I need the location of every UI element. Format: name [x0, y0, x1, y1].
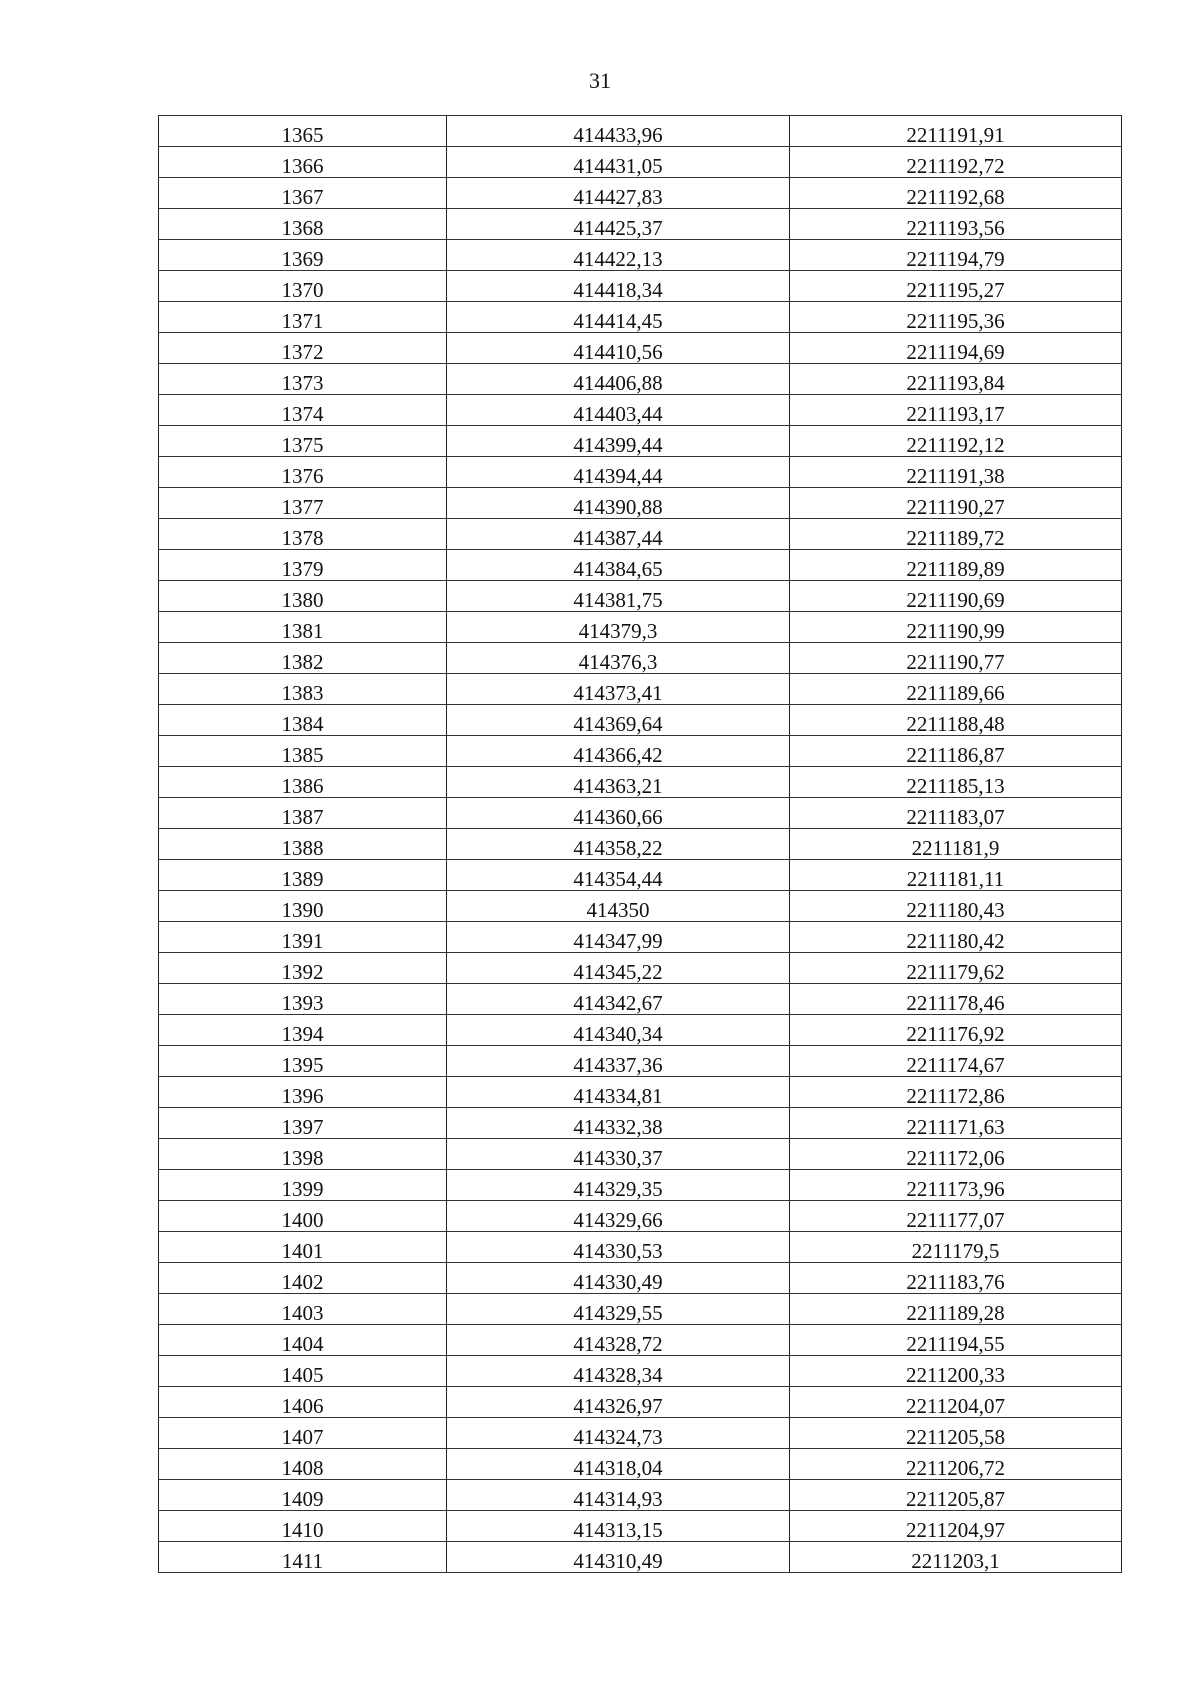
x-coordinate-cell: 414363,21	[447, 767, 790, 798]
x-coordinate-cell: 414366,42	[447, 736, 790, 767]
x-coordinate-cell: 414340,34	[447, 1015, 790, 1046]
x-coordinate-cell: 414376,3	[447, 643, 790, 674]
y-coordinate-cell: 2211195,27	[790, 271, 1122, 302]
table-row	[159, 519, 1122, 550]
x-coordinate-cell: 414326,97	[447, 1387, 790, 1418]
x-coordinate-cell: 414390,88	[447, 488, 790, 519]
x-coordinate-cell: 414418,34	[447, 271, 790, 302]
table-row	[159, 1232, 1122, 1263]
x-coordinate-cell: 414354,44	[447, 860, 790, 891]
table-row	[159, 674, 1122, 705]
table-row	[159, 1015, 1122, 1046]
point-number-cell: 1405	[159, 1356, 447, 1387]
x-coordinate-cell: 414379,3	[447, 612, 790, 643]
x-coordinate-cell: 414330,49	[447, 1263, 790, 1294]
table-row	[159, 209, 1122, 240]
table-row	[159, 1418, 1122, 1449]
point-number-cell: 1388	[159, 829, 447, 860]
y-coordinate-cell: 2211190,69	[790, 581, 1122, 612]
table-row	[159, 240, 1122, 271]
y-coordinate-cell: 2211180,43	[790, 891, 1122, 922]
x-coordinate-cell: 414369,64	[447, 705, 790, 736]
point-number-cell: 1396	[159, 1077, 447, 1108]
x-coordinate-cell: 414399,44	[447, 426, 790, 457]
table-row	[159, 1046, 1122, 1077]
x-coordinate-cell: 414337,36	[447, 1046, 790, 1077]
y-coordinate-cell: 2211172,06	[790, 1139, 1122, 1170]
point-number-cell: 1382	[159, 643, 447, 674]
y-coordinate-cell: 2211205,58	[790, 1418, 1122, 1449]
point-number-cell: 1369	[159, 240, 447, 271]
y-coordinate-cell: 2211179,5	[790, 1232, 1122, 1263]
point-number-cell: 1387	[159, 798, 447, 829]
y-coordinate-cell: 2211206,72	[790, 1449, 1122, 1480]
table-row	[159, 302, 1122, 333]
y-coordinate-cell: 2211203,1	[790, 1542, 1122, 1573]
table-row	[159, 426, 1122, 457]
point-number-cell: 1375	[159, 426, 447, 457]
table-row	[159, 457, 1122, 488]
table-row	[159, 178, 1122, 209]
x-coordinate-cell: 414324,73	[447, 1418, 790, 1449]
table-row	[159, 891, 1122, 922]
x-coordinate-cell: 414350	[447, 891, 790, 922]
point-number-cell: 1393	[159, 984, 447, 1015]
y-coordinate-cell: 2211194,69	[790, 333, 1122, 364]
point-number-cell: 1407	[159, 1418, 447, 1449]
y-coordinate-cell: 2211200,33	[790, 1356, 1122, 1387]
point-number-cell: 1365	[159, 116, 447, 147]
table-row	[159, 1294, 1122, 1325]
y-coordinate-cell: 2211180,42	[790, 922, 1122, 953]
point-number-cell: 1379	[159, 550, 447, 581]
point-number-cell: 1380	[159, 581, 447, 612]
point-number-cell: 1391	[159, 922, 447, 953]
table-row	[159, 1542, 1122, 1573]
y-coordinate-cell: 2211176,92	[790, 1015, 1122, 1046]
y-coordinate-cell: 2211189,89	[790, 550, 1122, 581]
table-row	[159, 1201, 1122, 1232]
y-coordinate-cell: 2211193,84	[790, 364, 1122, 395]
point-number-cell: 1383	[159, 674, 447, 705]
point-number-cell: 1409	[159, 1480, 447, 1511]
x-coordinate-cell: 414330,37	[447, 1139, 790, 1170]
y-coordinate-cell: 2211183,07	[790, 798, 1122, 829]
table-row	[159, 984, 1122, 1015]
y-coordinate-cell: 2211179,62	[790, 953, 1122, 984]
table-row	[159, 1325, 1122, 1356]
table-row	[159, 860, 1122, 891]
point-number-cell: 1397	[159, 1108, 447, 1139]
x-coordinate-cell: 414410,56	[447, 333, 790, 364]
y-coordinate-cell: 2211194,55	[790, 1325, 1122, 1356]
y-coordinate-cell: 2211189,28	[790, 1294, 1122, 1325]
x-coordinate-cell: 414329,66	[447, 1201, 790, 1232]
point-number-cell: 1368	[159, 209, 447, 240]
table-row	[159, 643, 1122, 674]
point-number-cell: 1395	[159, 1046, 447, 1077]
y-coordinate-cell: 2211194,79	[790, 240, 1122, 271]
table-row	[159, 395, 1122, 426]
table-row	[159, 829, 1122, 860]
table-row	[159, 1139, 1122, 1170]
table-row	[159, 333, 1122, 364]
y-coordinate-cell: 2211177,07	[790, 1201, 1122, 1232]
point-number-cell: 1392	[159, 953, 447, 984]
table-row	[159, 364, 1122, 395]
point-number-cell: 1373	[159, 364, 447, 395]
y-coordinate-cell: 2211193,56	[790, 209, 1122, 240]
table-row	[159, 1108, 1122, 1139]
x-coordinate-cell: 414347,99	[447, 922, 790, 953]
y-coordinate-cell: 2211205,87	[790, 1480, 1122, 1511]
x-coordinate-cell: 414314,93	[447, 1480, 790, 1511]
table-row	[159, 1480, 1122, 1511]
table-row	[159, 1077, 1122, 1108]
y-coordinate-cell: 2211193,17	[790, 395, 1122, 426]
point-number-cell: 1381	[159, 612, 447, 643]
point-number-cell: 1399	[159, 1170, 447, 1201]
x-coordinate-cell: 414342,67	[447, 984, 790, 1015]
y-coordinate-cell: 2211204,97	[790, 1511, 1122, 1542]
point-number-cell: 1402	[159, 1263, 447, 1294]
table-row	[159, 116, 1122, 147]
point-number-cell: 1410	[159, 1511, 447, 1542]
table-row	[159, 1449, 1122, 1480]
point-number-cell: 1400	[159, 1201, 447, 1232]
x-coordinate-cell: 414358,22	[447, 829, 790, 860]
point-number-cell: 1398	[159, 1139, 447, 1170]
point-number-cell: 1390	[159, 891, 447, 922]
point-number-cell: 1385	[159, 736, 447, 767]
x-coordinate-cell: 414330,53	[447, 1232, 790, 1263]
table-row	[159, 922, 1122, 953]
table-row	[159, 1387, 1122, 1418]
x-coordinate-cell: 414329,55	[447, 1294, 790, 1325]
point-number-cell: 1376	[159, 457, 447, 488]
point-number-cell: 1372	[159, 333, 447, 364]
y-coordinate-cell: 2211172,86	[790, 1077, 1122, 1108]
y-coordinate-cell: 2211174,67	[790, 1046, 1122, 1077]
y-coordinate-cell: 2211171,63	[790, 1108, 1122, 1139]
point-number-cell: 1386	[159, 767, 447, 798]
table-row	[159, 1511, 1122, 1542]
x-coordinate-cell: 414387,44	[447, 519, 790, 550]
point-number-cell: 1403	[159, 1294, 447, 1325]
table-row	[159, 147, 1122, 178]
x-coordinate-cell: 414360,66	[447, 798, 790, 829]
point-number-cell: 1404	[159, 1325, 447, 1356]
x-coordinate-cell: 414332,38	[447, 1108, 790, 1139]
y-coordinate-cell: 2211190,27	[790, 488, 1122, 519]
table-row	[159, 798, 1122, 829]
y-coordinate-cell: 2211192,72	[790, 147, 1122, 178]
x-coordinate-cell: 414381,75	[447, 581, 790, 612]
x-coordinate-cell: 414403,44	[447, 395, 790, 426]
table-row	[159, 1170, 1122, 1201]
page-number: 31	[589, 68, 611, 93]
y-coordinate-cell: 2211186,87	[790, 736, 1122, 767]
point-number-cell: 1389	[159, 860, 447, 891]
point-number-cell: 1378	[159, 519, 447, 550]
point-number-cell: 1411	[159, 1542, 447, 1573]
y-coordinate-cell: 2211181,9	[790, 829, 1122, 860]
x-coordinate-cell: 414431,05	[447, 147, 790, 178]
x-coordinate-cell: 414345,22	[447, 953, 790, 984]
table-row	[159, 612, 1122, 643]
y-coordinate-cell: 2211195,36	[790, 302, 1122, 333]
x-coordinate-cell: 414313,15	[447, 1511, 790, 1542]
x-coordinate-cell: 414425,37	[447, 209, 790, 240]
x-coordinate-cell: 414433,96	[447, 116, 790, 147]
table-row	[159, 271, 1122, 302]
coordinates-table	[158, 115, 1122, 1573]
point-number-cell: 1374	[159, 395, 447, 426]
y-coordinate-cell: 2211190,77	[790, 643, 1122, 674]
table-row	[159, 550, 1122, 581]
point-number-cell: 1408	[159, 1449, 447, 1480]
x-coordinate-cell: 414373,41	[447, 674, 790, 705]
table-row	[159, 1356, 1122, 1387]
point-number-cell: 1401	[159, 1232, 447, 1263]
y-coordinate-cell: 2211185,13	[790, 767, 1122, 798]
point-number-cell: 1371	[159, 302, 447, 333]
table-row	[159, 736, 1122, 767]
coordinates-table-body	[159, 116, 1122, 1573]
x-coordinate-cell: 414394,44	[447, 457, 790, 488]
table-row	[159, 581, 1122, 612]
x-coordinate-cell: 414329,35	[447, 1170, 790, 1201]
y-coordinate-cell: 2211181,11	[790, 860, 1122, 891]
table-row	[159, 953, 1122, 984]
x-coordinate-cell: 414328,72	[447, 1325, 790, 1356]
y-coordinate-cell: 2211173,96	[790, 1170, 1122, 1201]
point-number-cell: 1406	[159, 1387, 447, 1418]
y-coordinate-cell: 2211189,66	[790, 674, 1122, 705]
y-coordinate-cell: 2211178,46	[790, 984, 1122, 1015]
table-row	[159, 767, 1122, 798]
x-coordinate-cell: 414384,65	[447, 550, 790, 581]
y-coordinate-cell: 2211192,68	[790, 178, 1122, 209]
x-coordinate-cell: 414334,81	[447, 1077, 790, 1108]
y-coordinate-cell: 2211192,12	[790, 426, 1122, 457]
x-coordinate-cell: 414318,04	[447, 1449, 790, 1480]
y-coordinate-cell: 2211191,91	[790, 116, 1122, 147]
x-coordinate-cell: 414414,45	[447, 302, 790, 333]
point-number-cell: 1394	[159, 1015, 447, 1046]
x-coordinate-cell: 414422,13	[447, 240, 790, 271]
x-coordinate-cell: 414310,49	[447, 1542, 790, 1573]
point-number-cell: 1367	[159, 178, 447, 209]
y-coordinate-cell: 2211204,07	[790, 1387, 1122, 1418]
y-coordinate-cell: 2211183,76	[790, 1263, 1122, 1294]
x-coordinate-cell: 414328,34	[447, 1356, 790, 1387]
table-row	[159, 488, 1122, 519]
point-number-cell: 1366	[159, 147, 447, 178]
y-coordinate-cell: 2211190,99	[790, 612, 1122, 643]
table-row	[159, 1263, 1122, 1294]
point-number-cell: 1370	[159, 271, 447, 302]
point-number-cell: 1377	[159, 488, 447, 519]
y-coordinate-cell: 2211191,38	[790, 457, 1122, 488]
x-coordinate-cell: 414406,88	[447, 364, 790, 395]
y-coordinate-cell: 2211188,48	[790, 705, 1122, 736]
y-coordinate-cell: 2211189,72	[790, 519, 1122, 550]
point-number-cell: 1384	[159, 705, 447, 736]
x-coordinate-cell: 414427,83	[447, 178, 790, 209]
table-row	[159, 705, 1122, 736]
